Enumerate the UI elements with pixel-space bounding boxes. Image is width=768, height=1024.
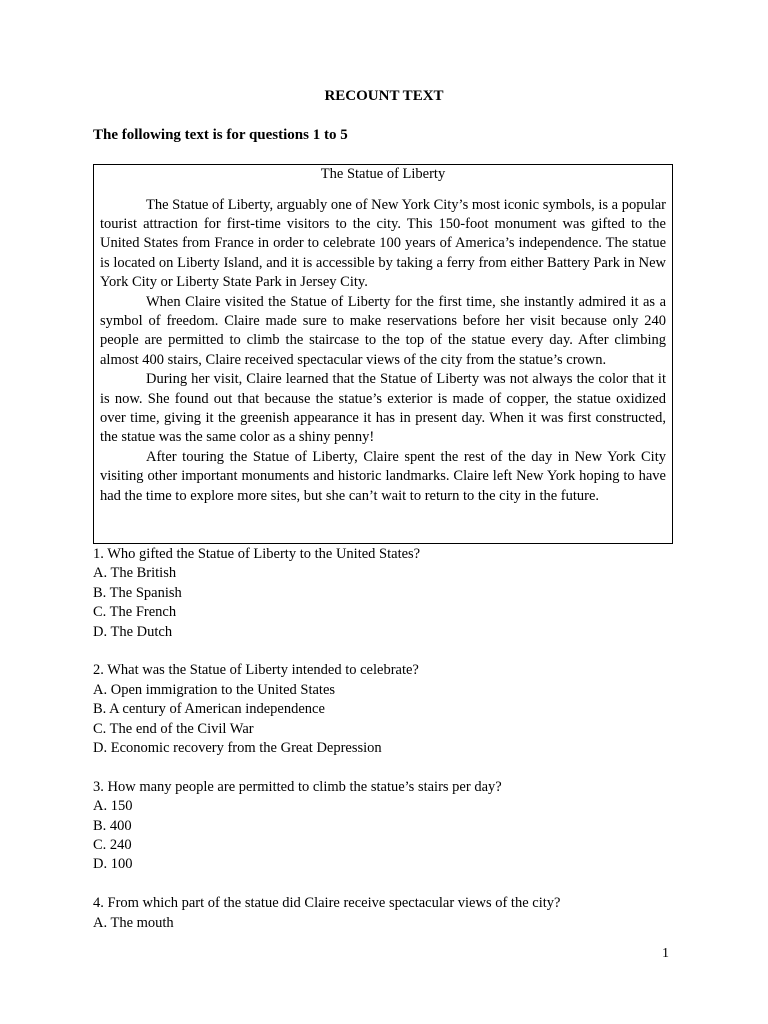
page-number: 1 <box>662 946 669 961</box>
answer-option: C. 240 <box>93 837 132 854</box>
answer-option: C. The end of the Civil War <box>93 720 254 737</box>
answer-option: A. The British <box>93 565 177 582</box>
answer-option: D. The Dutch <box>93 623 173 640</box>
answer-option: A. 150 <box>93 798 133 815</box>
passage-paragraph: The Statue of Liberty, arguably one of New York City’s most iconic symbols, is a popular tourist attraction for first-time visitors to the city. This 150-foot monument was gifted to the United States from France in order to celebrate 100 years of America’s independence. The statue is located on Liberty Island, and it is accessible by taking a ferry from either Battery Park in New York City or Liberty State Park in Jersey City. <box>100 196 666 291</box>
question-3 <box>93 778 673 875</box>
answer-option: C. The French <box>93 604 177 621</box>
answer-option: B. The Spanish <box>93 584 182 601</box>
answer-option: D. Economic recovery from the Great Depression <box>93 740 382 757</box>
answer-option: D. 100 <box>93 856 133 873</box>
question-4 <box>93 894 673 933</box>
question-1 <box>93 545 673 642</box>
answer-option: B. 400 <box>93 817 132 834</box>
passage-paragraph: During her visit, Claire learned that the Statue of Liberty was not always the color that it is now. She found out that because the statue’s exterior is made of copper, the statue oxidized over time, giving it the greenish appearance it has in present day. When it was first constructed, the statue was the same color as a shiny penny! <box>100 371 666 446</box>
question-list <box>93 545 673 952</box>
answer-option: A. The mouth <box>93 914 174 931</box>
passage-body <box>100 196 666 507</box>
passage-paragraph: After touring the Statue of Liberty, Claire spent the rest of the day in New York City visiting other important monuments and historic landmarks. Claire left New York hoping to have had the time to explore more sites, but she can’t wait to return to the city in the future. <box>100 448 666 504</box>
answer-option: A. Open immigration to the United States <box>93 681 336 698</box>
passage-title: The Statue of Liberty <box>320 166 446 182</box>
question-stem: 3. How many people are permitted to climb the statue’s stairs per day? <box>93 778 502 795</box>
passage-paragraph: When Claire visited the Statue of Liberty for the first time, she instantly admired it as a symbol of freedom. Claire made sure to make reservations before her visit because only 240 people are permitted to climb the staircase to the top of the statue every day. After climbing almost 400 stairs, Claire received spectacular views of the city from the statue’s crown. <box>100 293 666 368</box>
question-2 <box>93 661 673 758</box>
question-stem: 2. What was the Statue of Liberty intended to celebrate? <box>93 662 419 679</box>
passage-box <box>93 164 673 544</box>
question-stem: 1. Who gifted the Statue of Liberty to the United States? <box>93 546 421 562</box>
answer-option: B. A century of American independence <box>93 701 325 718</box>
document-title: RECOUNT TEXT <box>324 88 444 104</box>
passage-intro: The following text is for questions 1 to 5 <box>93 127 348 143</box>
question-stem: 4. From which part of the statue did Claire receive spectacular views of the city? <box>93 895 561 912</box>
